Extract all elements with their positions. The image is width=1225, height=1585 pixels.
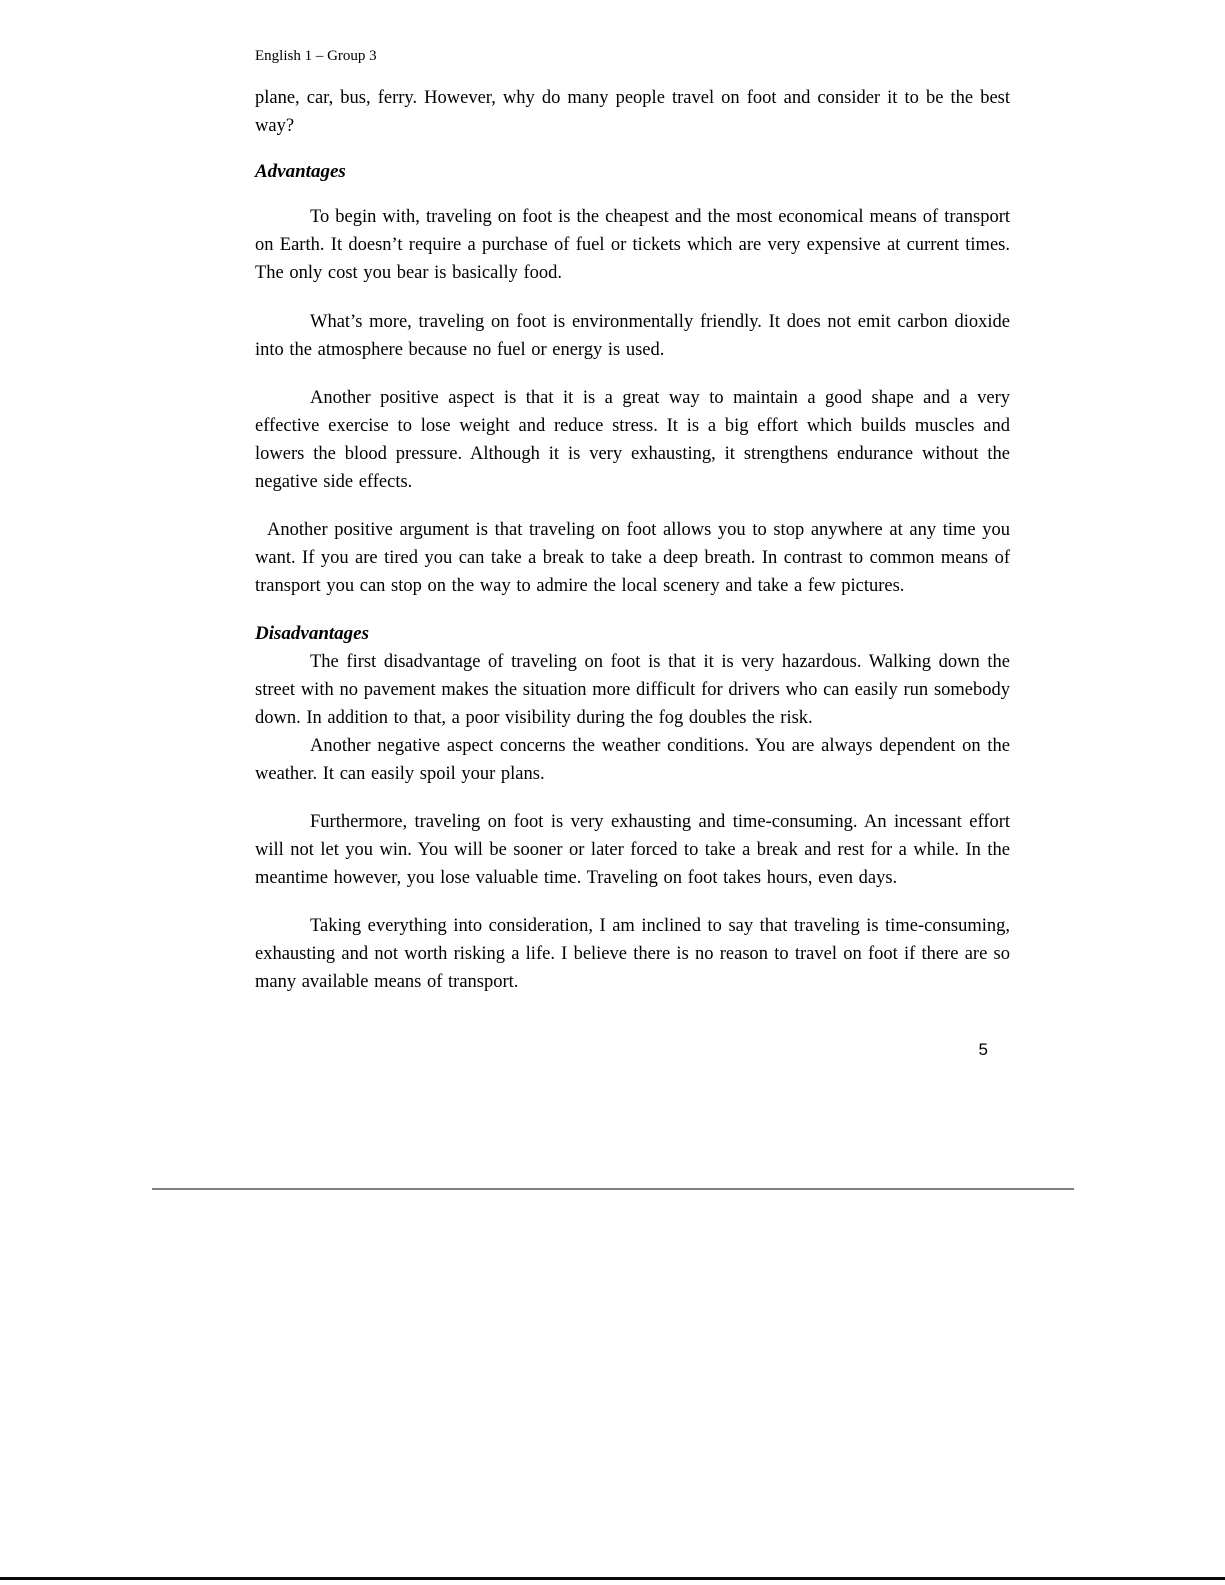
conclusion-paragraph: Taking everything into consideration, I am inclined to say that traveling is time-consuming, exhausting and not worth risking a life. I believe there is no reason to travel on foot if there are so many available means of transport. bbox=[255, 916, 1010, 992]
page-number: 5 bbox=[978, 1040, 988, 1059]
disadvantages-paragraph-2: Another negative aspect concerns the weather conditions. You are always dependent on the weather. It can easily spoil your plans. bbox=[255, 736, 1010, 784]
advantages-paragraph-2: What’s more, traveling on foot is environmentally friendly. It does not emit carbon dioxide into the atmosphere because no fuel or energy is used. bbox=[255, 312, 1010, 360]
document-body bbox=[255, 46, 1010, 1064]
disadvantages-paragraph-3: Furthermore, traveling on foot is very exhausting and time-consuming. An incessant effort will not let you win. You will be sooner or later forced to take a break and rest for a while. In the meantime however, you lose valuable time. Traveling on foot takes hours, even days. bbox=[255, 812, 1010, 888]
disadvantages-heading: Disadvantages bbox=[255, 623, 369, 644]
advantages-heading: Advantages bbox=[255, 161, 346, 182]
intro-paragraph: plane, car, bus, ferry. However, why do many people travel on foot and consider it to be the best way? bbox=[255, 88, 1010, 136]
advantages-paragraph-1: To begin with, traveling on foot is the cheapest and the most economical means of transport on Earth. It doesn’t require a purchase of fuel or tickets which are very expensive at current times. The only cost you bear is basically food. bbox=[255, 207, 1010, 283]
advantages-paragraph-4: Another positive argument is that traveling on foot allows you to stop anywhere at any time you want. If you are tired you can take a break to take a deep breath. In contrast to common means of transport you can stop on the way to admire the local scenery and take a few pictures. bbox=[255, 520, 1010, 596]
bottom-border-line bbox=[0, 1577, 1225, 1580]
page-break-divider bbox=[152, 1188, 1074, 1190]
disadvantages-paragraph-1: The first disadvantage of traveling on foot is that it is very hazardous. Walking down the street with no pavement makes the situation more difficult for drivers who can easily run somebody down. In addition to that, a poor visibility during the fog doubles the risk. bbox=[255, 652, 1010, 728]
document-header: English 1 – Group 3 bbox=[255, 48, 377, 64]
advantages-paragraph-3: Another positive aspect is that it is a great way to maintain a good shape and a very effective exercise to lose weight and reduce stress. It is a big effort which builds muscles and lowers the blood pressure. Although it is very exhausting, it strengthens endurance without the negative side effects. bbox=[255, 388, 1010, 492]
